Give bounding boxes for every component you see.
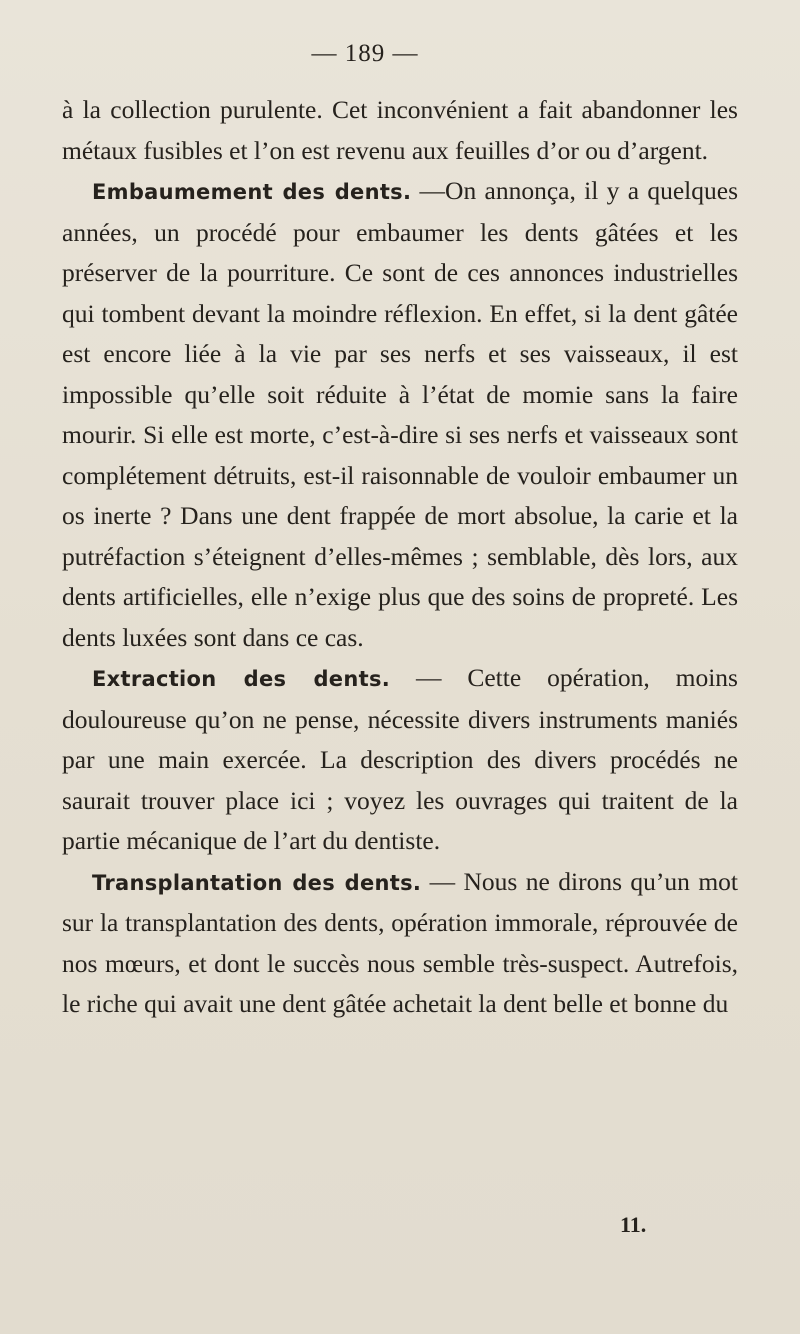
section-heading: Extraction des dents. [92,667,391,691]
page-number: — 189 — [311,40,419,67]
section-heading: Embaumement des dents. [92,180,412,204]
paragraph [62,862,738,1025]
paragraph [62,90,738,171]
paragraph [62,171,738,658]
signature-mark: 11. [620,1212,647,1237]
section-heading: Transplantation des dents. [92,870,422,895]
paragraph [62,658,738,862]
paragraph-text: à la collection purulente. Cet inconvénient a fait abandonner les métaux fusibles et l’on est revenu aux feuilles d’or ou d’argent. [62,95,738,165]
paragraph-text: —On annonça, il y a quelques années, un procédé pour embaumer les dents gâtées et les préserver de la pourriture. Ce sont de ces annonces industrielles qui tombent devant la moindre réflexion. En effet, si la dent gâtée est encore liée à la vie par ses nerfs et ses vaisseaux, il est impossible qu’elle soit réduite à l’état de momie sans la faire mourir. Si elle est morte, c’est-à-dire si ses nerfs et vaisseaux sont complétement détruits, est-il raisonnable de vouloir embaumer un os inerte ? Dans une dent frappée de mort absolue, la carie et la putréfaction s’éteignent d’elles-mêmes ; semblable, dès lors, aux dents artificielles, elle n’exige plus que des soins de propreté. Les dents luxées sont dans ce cas. [62,176,738,652]
body-text [62,90,738,1025]
paragraph-text: — Nous ne dirons qu’un mot sur la transplantation des dents, opération immorale, réprouvée de nos mœurs, et dont le succès nous semble très-suspect. Autrefois, le riche qui avait une dent gâtée achetait la dent belle et bonne du [62,866,738,1018]
paragraph-text: — Cette opération, moins douloureuse qu’on ne pense, nécessite divers instruments maniés par une main exercée. La description des divers procédés ne saurait trouver place ici ; voyez les ouvrages qui traitent de la partie mécanique de l’art du dentiste. [62,663,738,855]
